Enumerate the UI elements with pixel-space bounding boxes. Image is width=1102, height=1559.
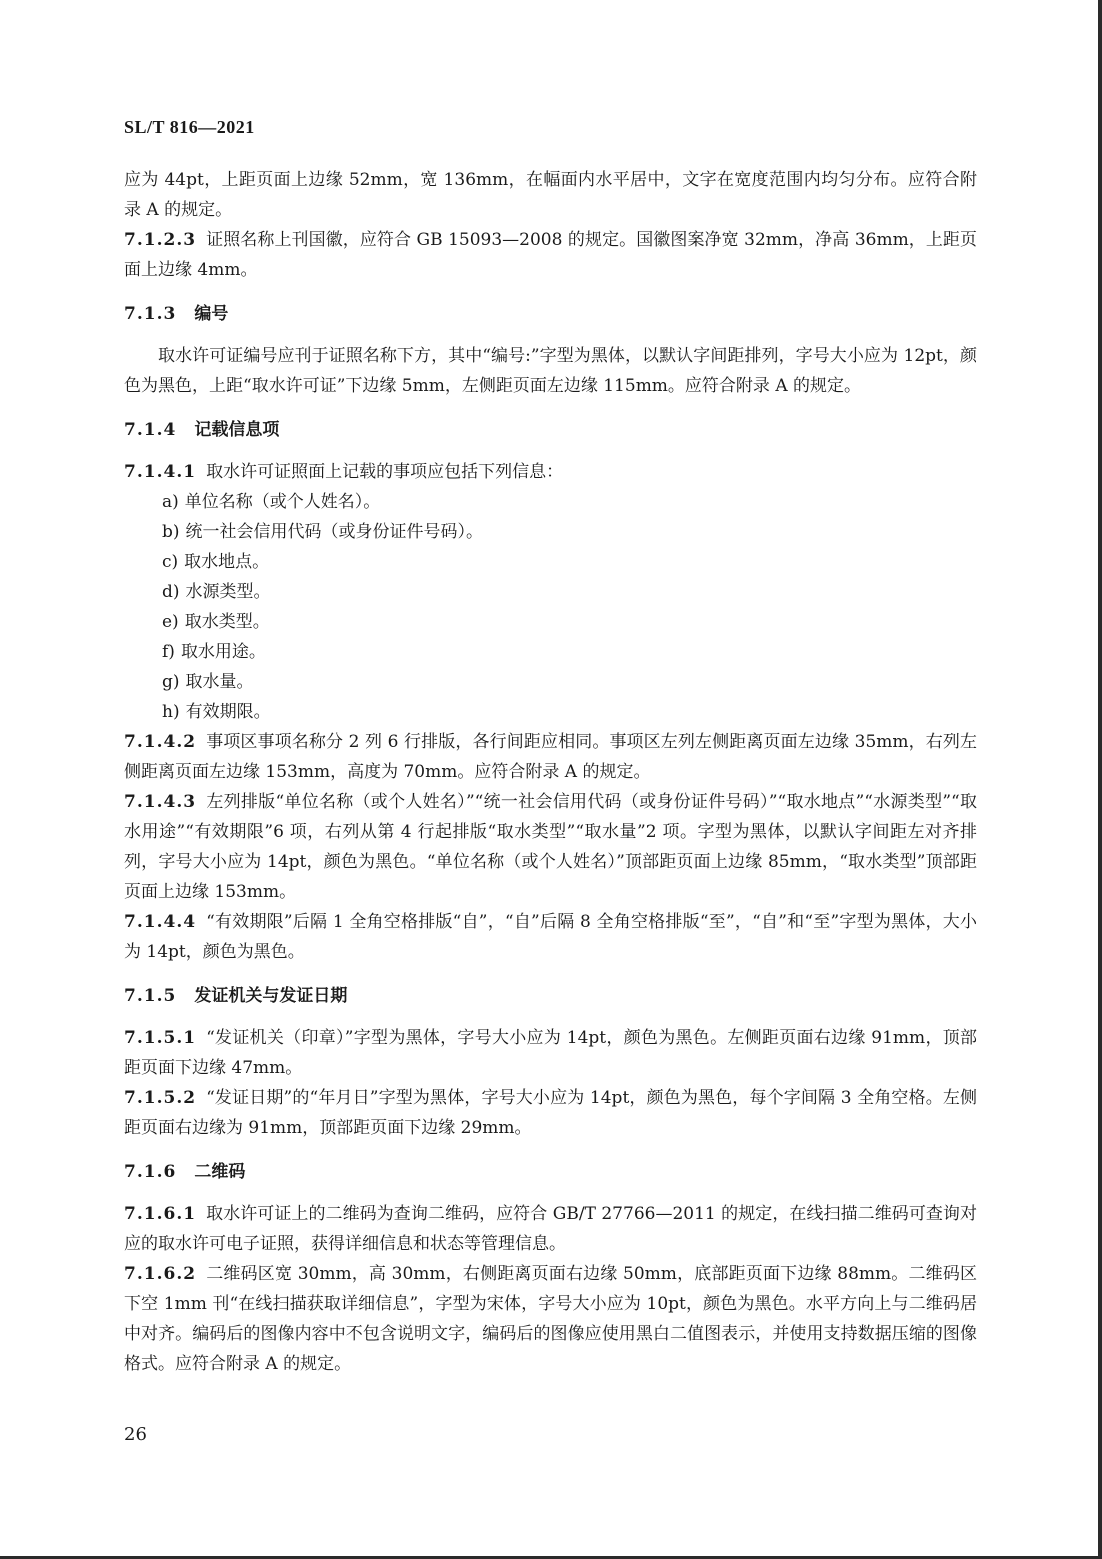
clause-text: 取水许可证上的二维码为查询二维码，应符合 GB/T 27766—2011 的规定，在线扫描二维码可查询对应的取水许可电子证照，获得详细信息和状态等管理信息。 (124, 1204, 977, 1254)
clause-text: 二维码区宽 30mm，高 30mm，右侧距离页面右边缘 50mm，底部距页面下边缘 88mm。二维码区下空 1mm 刊“在线扫描获取详细信息”，字型为宋体，字号大小应为 10pt，颜色为黑色。水平方向上与二维码居中对齐。编码后的图像内容中不包含说明文字，编码后的图像应使用黑白二值图表示，并使用支持数据压缩的图像格式。应符合附录 A 的规定。 (124, 1264, 977, 1374)
clause-number: 7.1.2.3 (124, 230, 197, 250)
section-title: 编号 (194, 304, 229, 324)
standard-number-header: SL/T 816—2021 (124, 117, 255, 137)
section-heading-7-1-4 (124, 415, 977, 445)
list-item: c) 取水地点。 (162, 552, 270, 572)
document-body (124, 165, 977, 1379)
clause-number: 7.1.5.2 (124, 1088, 197, 1108)
list-item: h) 有效期限。 (162, 702, 271, 722)
clause-number: 7.1.4.2 (124, 732, 197, 752)
section-heading-7-1-3 (124, 299, 977, 329)
info-items-list (124, 487, 977, 727)
clause-7-1-5-1 (124, 1023, 977, 1083)
list-item: b) 统一社会信用代码（或身份证件号码）。 (162, 522, 484, 542)
list-item: e) 取水类型。 (162, 612, 270, 632)
clause-7-1-5-2 (124, 1083, 977, 1143)
clause-number: 7.1.4.1 (124, 462, 197, 482)
paragraph-continued: 应为 44pt，上距页面上边缘 52mm，宽 136mm，在幅面内水平居中，文字在宽度范围内均匀分布。应符合附录 A 的规定。 (124, 170, 977, 220)
clause-text: “发证机关（印章）”字型为黑体，字号大小应为 14pt，颜色为黑色。左侧距页面右边缘 91mm，顶部距页面下边缘 47mm。 (124, 1028, 977, 1078)
clause-number: 7.1.6.1 (124, 1204, 197, 1224)
page-number: 26 (124, 1424, 147, 1445)
section-number: 7.1.5 (124, 986, 177, 1006)
clause-number: 7.1.5.1 (124, 1028, 197, 1048)
section-number: 7.1.4 (124, 420, 177, 440)
section-heading-7-1-5 (124, 981, 977, 1011)
list-item: d) 水源类型。 (162, 582, 271, 602)
list-item: a) 单位名称（或个人姓名）。 (162, 492, 381, 512)
clause-7-1-4-1 (124, 457, 977, 487)
clause-text: 事项区事项名称分 2 列 6 行排版，各行间距应相同。事项区左列左侧距离页面左边缘 35mm，右列左侧距离页面左边缘 153mm，高度为 70mm。应符合附录 A 的规定。 (124, 732, 977, 782)
clause-number: 7.1.4.3 (124, 792, 197, 812)
clause-text: 取水许可证照面上记载的事项应包括下列信息： (206, 462, 564, 482)
clause-text: “发证日期”的“年月日”字型为黑体，字号大小应为 14pt，颜色为黑色，每个字间隔 3 全角空格。左侧距页面右边缘为 91mm，顶部距页面下边缘 29mm。 (124, 1088, 977, 1138)
clause-text: 证照名称上刊国徽，应符合 GB 15093—2008 的规定。国徽图案净宽 32mm，净高 36mm，上距页面上边缘 4mm。 (124, 230, 977, 280)
clause-7-1-6-1 (124, 1199, 977, 1259)
section-number: 7.1.6 (124, 1162, 177, 1182)
list-item: f) 取水用途。 (162, 642, 266, 662)
section-title: 二维码 (194, 1162, 246, 1182)
clause-number: 7.1.6.2 (124, 1264, 197, 1284)
paragraph-7-1-3: 取水许可证编号应刊于证照名称下方，其中“编号:”字型为黑体，以默认字间距排列，字号大小应为 12pt，颜色为黑色，上距“取水许可证”下边缘 5mm，左侧距页面左边缘 115mm。应符合附录 A 的规定。 (124, 346, 977, 396)
section-number: 7.1.3 (124, 304, 177, 324)
section-heading-7-1-6 (124, 1157, 977, 1187)
clause-7-1-4-3 (124, 787, 977, 907)
clause-text: 左列排版“单位名称（或个人姓名）”“统一社会信用代码（或身份证件号码）”“取水地点”“水源类型”“取水用途”“有效期限”6 项，右列从第 4 行起排版“取水类型”“取水量”2 项。字型为黑体，以默认字间距左对齐排列，字号大小应为 14pt，颜色为黑色。“单位名称（或个人姓名）”顶部距页面上边缘 85mm，“取水类型”顶部距页面上边缘 153mm。 (124, 792, 977, 902)
section-title: 记载信息项 (194, 420, 280, 440)
clause-7-1-4-4 (124, 907, 977, 967)
clause-7-1-4-2 (124, 727, 977, 787)
clause-7-1-2-3 (124, 225, 977, 285)
list-item: g) 取水量。 (162, 672, 254, 692)
clause-text: “有效期限”后隔 1 全角空格排版“自”，“自”后隔 8 全角空格排版“至”，“自”和“至”字型为黑体，大小为 14pt，颜色为黑色。 (124, 912, 977, 962)
page-edge-right (1098, 0, 1102, 1559)
section-title: 发证机关与发证日期 (194, 986, 348, 1006)
clause-7-1-6-2 (124, 1259, 977, 1379)
clause-number: 7.1.4.4 (124, 912, 197, 932)
